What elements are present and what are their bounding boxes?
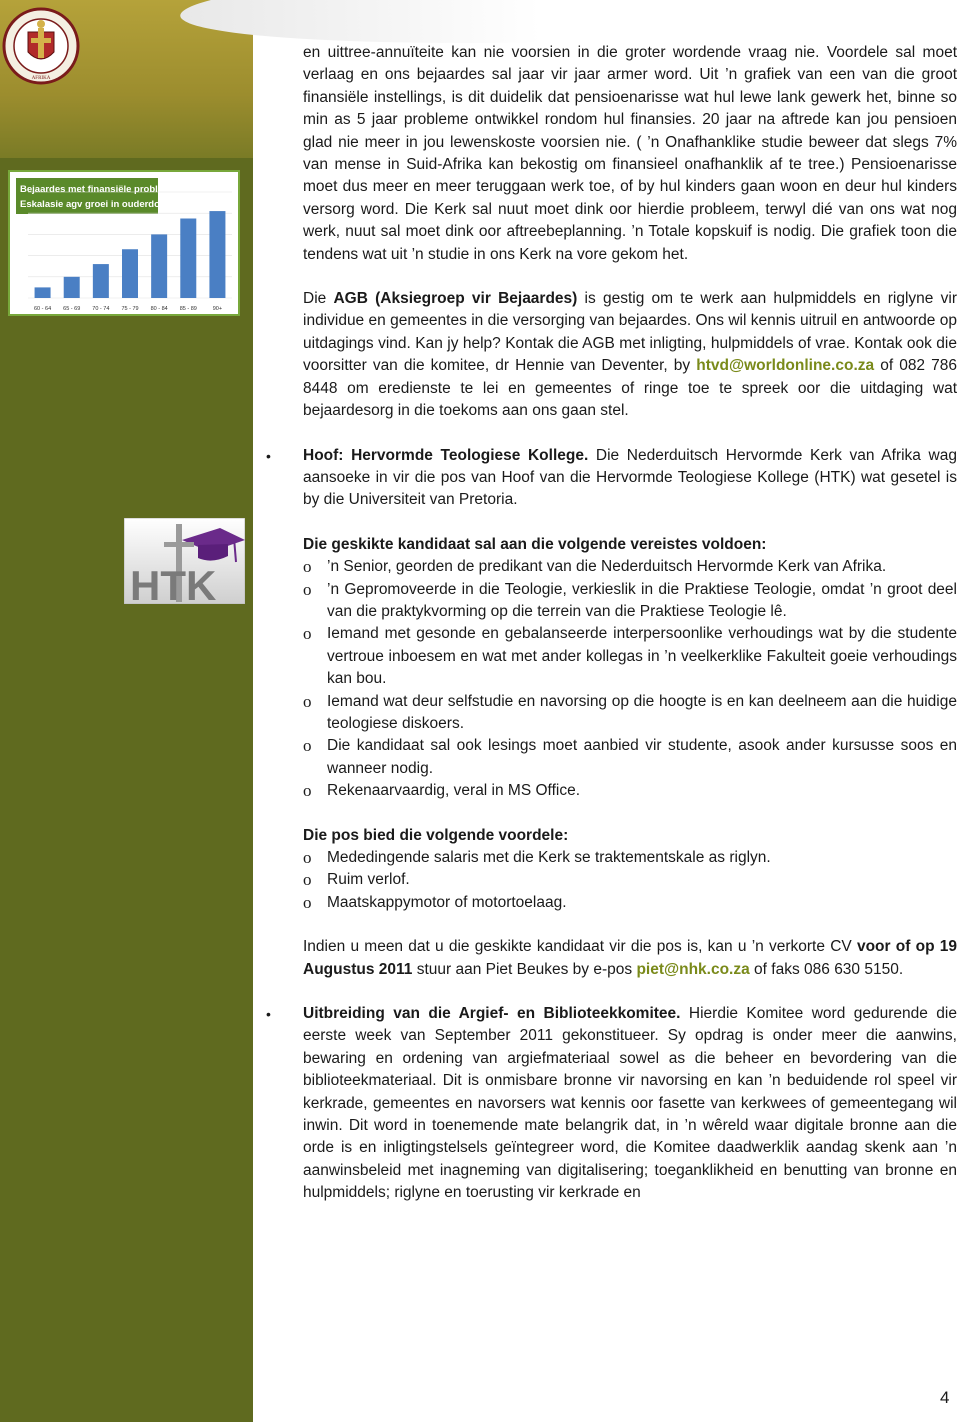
email-link-htvd[interactable]: htvd@worldonline.co.za: [696, 357, 875, 375]
finance-chart: [8, 170, 240, 316]
chart-bar: [151, 234, 167, 298]
chart-tick-label: 65 - 69: [63, 306, 81, 312]
requirement-item: o ’n Gepromoveerde in die Teologie, verkieslik in die Praktiese Teologie, omdat ’n groot deel van die praktykvorming op die terrein van die Praktiese Teologie lê.: [303, 579, 957, 620]
benefit-item: o Maatskappymotor of motortoelaag.: [303, 892, 957, 914]
requirement-item: o ’n Senior, georden de predikant van die Nederduitsch Hervormde Kerk van Afrika.: [303, 556, 957, 578]
email-link-piet[interactable]: piet@nhk.co.za: [636, 960, 750, 978]
agb-name: AGB (Aksiegroep vir Bejaardes): [333, 290, 578, 308]
svg-text:AFRIKA: AFRIKA: [31, 76, 51, 81]
chart-bar: [93, 264, 109, 298]
paragraph-apply: Indien u meen dat u die geskikte kandidaat vir die pos is, kan u ’n verkorte CV voor of op 19 Augustus 2011 stuur aan Piet Beukes by e-pos piet@nhk.co.za of faks 086 630 5150.: [303, 938, 957, 978]
bullet-htk-head: • Hoof: Hervormde Teologiese Kollege. Die Nederduitsch Hervormde Kerk van Afrika wag aansoeke in vir die pos van Hoof van die Hervormde Teologiese Kollege (HTK) wat gesetel is by die Universiteit van Pretoria.: [266, 446, 957, 509]
htk-logo-letters: HTK: [130, 562, 217, 604]
benefits-heading: Die pos bied die volgende voordele:: [303, 826, 569, 844]
requirements-list: [303, 556, 957, 802]
htk-logo: [124, 518, 245, 604]
deadline-date: voor of op 19 Augustus 2011: [303, 938, 957, 978]
benefit-item: o Mededingende salaris met die Kerk se traktementskale as riglyn.: [303, 847, 957, 869]
chart-tick-label: 75 - 79: [121, 306, 139, 312]
list-marker-icon: o: [303, 691, 312, 711]
chart-bar: [35, 287, 51, 298]
paragraph-agb: Die AGB (Aksiegroep vir Bejaardes) is gestig om te werk aan hulpmiddels en riglyne vir individue en gemeentes in die versorging van bejaardes. Ons wil kennis uitruil en antwoorde op uitdagings vind. Kan jy help? Kontak die AGB met inligting, hulpmiddels of vrae. Kontak ook die voorsitter van die komitee, dr Hennie van Deventer, by htvd@worldonline.co.za of 082 786 8448 om eredienste te lei en gemeentes of ringe toe te spreek oor die uitdaging wat bejaardesorg in die toekoms aan ons gaan stel.: [303, 290, 957, 420]
finance-chart-svg: [10, 172, 238, 314]
bullet-icon: •: [266, 447, 271, 464]
benefits-list: [303, 847, 957, 914]
chart-tick-label: 80 - 84: [150, 306, 168, 312]
list-marker-icon: o: [303, 579, 312, 599]
chart-tick-label: 60 - 64: [34, 306, 52, 312]
list-marker-icon: o: [303, 557, 312, 577]
list-marker-icon: o: [303, 781, 312, 801]
list-marker-icon: o: [303, 624, 312, 644]
chart-bar: [122, 249, 138, 298]
requirements-heading: Die geskikte kandidaat sal aan die volgende vereistes voldoen:: [303, 535, 767, 553]
requirement-item: o Rekenaarvaardig, veral in MS Office.: [303, 780, 957, 802]
bullet-archive-head: • Uitbreiding van die Argief- en Biblioteekkomitee. Hierdie Komitee word gedurende die eerste week van September 2011 gekonstitueer. Sy opdrag is onder meer die aanwins, bewaring en ordening van argiefmateriaal sowel as die beheer en bevordering van die biblioteekmateriaal. Dit is onmisbare bronne vir navorsing en kan ’n beduidende rol speel vir kerkrade, gemeentes en navorsers wat kennis oor fasette van kerkwees of gemeentegang wil inwin. Dit word in toenemende mate belangrik dat, in ’n wêreld waar digitale bronne aan die orde is en inligtingstelsels geïntegreer word, die Komitee daadwerklik aandag skenk aan ’n aanwinsbeleid met inagneming van digitalisering; toeganklikheid en benutting van bronne en hulpmiddels; riglyne en toerusting vir kerkrade en: [266, 1005, 957, 1202]
chart-bar: [64, 277, 80, 298]
paragraph-pension: en uittree-annuïteite kan nie voorsien in die groter wordende vraag nie. Voordele sal moet verlaag en ons bejaardes sal jaar vir jaar armer word. Uit ’n grafiek van een van die groot finansiële instellings, is dit duidelik dat pensioenarisse wat hul lewe lank gewerk het, binne so min as 5 jaar probleme ontwikkel rondom hul finansies. 20 jaar na aftrede kan jou pensioen glad nie meer in jou lewenskoste voorsien nie. ( ’n Onafhanklike studie beweer dat slegs 7% van mense in Suid-Afrika kan bekostig om finansieel onafhanklik af te tree.) Pensioenarisse moet dus meer en meer teruggaan werk toe, of by hul kinders gaan woon en deur hul kinders versorg word. Die Kerk sal nuut moet dink oor hierdie probleem, terwyl dié van ons wat nog werk, nuut sal moet dink oor aftreebeplanning. ’n Totale kopskuif is nodig. Die grafiek toon die tendens wat uit ’n studie in ons Kerk na vore gekom het.: [303, 44, 957, 263]
benefit-item: o Ruim verlof.: [303, 869, 957, 891]
church-crest-logo: [2, 6, 80, 86]
chart-tick-label: 70 - 74: [92, 306, 110, 312]
page-number: 4: [940, 1388, 950, 1407]
chart-tick-label: 85 - 89: [179, 306, 197, 312]
list-marker-icon: o: [303, 848, 312, 867]
list-marker-icon: o: [303, 736, 312, 756]
chart-subtitle: Eskalasie agv groei in ouderdom: [20, 199, 169, 210]
requirement-item: o Iemand met gesonde en gebalanseerde interpersoonlike verhoudings wat by die studente vertroue inboesem en wat met ander kollegas in ’n veelkerklike Fakulteit goeie verhoudings kan bou.: [303, 624, 957, 688]
chart-title: Bejaardes met finansiële probleme: [20, 184, 177, 195]
chart-bar: [180, 219, 196, 299]
bullet-icon: •: [266, 1006, 271, 1023]
requirement-item: o Die kandidaat sal ook lesings moet aanbied vir studente, asook ander kursusse soos en wanneer nodig.: [303, 736, 957, 777]
list-marker-icon: o: [303, 892, 312, 912]
requirement-item: o Iemand wat deur selfstudie en navorsing op die hoogte is en kan deelneem aan die huidige teologiese diskoers.: [303, 691, 957, 732]
list-marker-icon: o: [303, 870, 312, 890]
chart-bar: [209, 211, 225, 298]
article-body: [266, 42, 957, 1205]
chart-tick-label: 90+: [212, 306, 223, 312]
